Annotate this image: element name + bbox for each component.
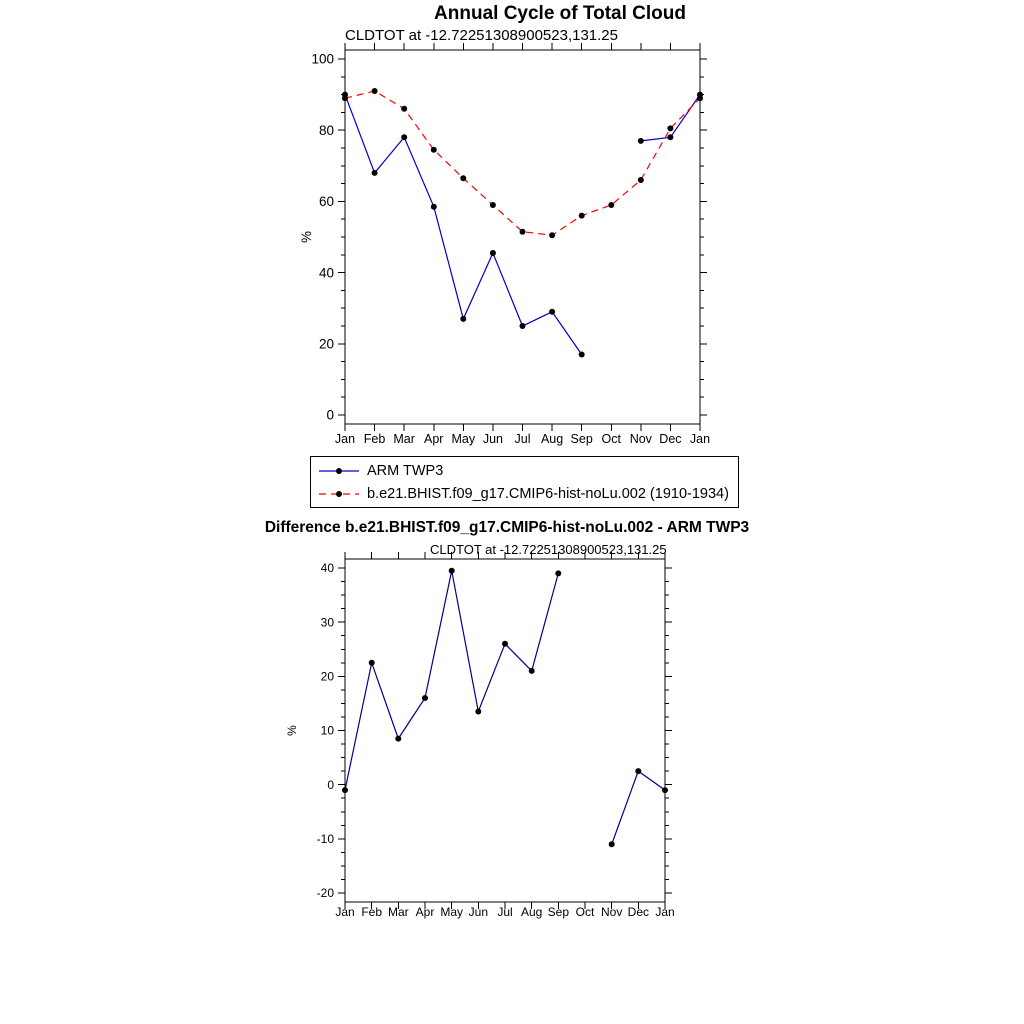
top-chart-title: Annual Cycle of Total Cloud bbox=[434, 3, 686, 24]
svg-text:10: 10 bbox=[320, 723, 334, 738]
legend-line-sample-arm bbox=[317, 463, 361, 479]
svg-text:Mar: Mar bbox=[387, 905, 409, 919]
svg-text:-20: -20 bbox=[316, 886, 334, 901]
legend-line-sample-model bbox=[317, 486, 361, 502]
svg-text:Apr: Apr bbox=[424, 432, 444, 446]
bottom-chart-axes bbox=[338, 552, 672, 909]
svg-text:Jun: Jun bbox=[468, 905, 489, 919]
svg-text:Sep: Sep bbox=[547, 905, 570, 919]
svg-text:Aug: Aug bbox=[540, 432, 564, 446]
svg-text:Dec: Dec bbox=[659, 432, 682, 446]
bottom-chart-title: Difference b.e21.BHIST.f09_g17.CMIP6-hist-noLu.002 - ARM TWP3 bbox=[264, 519, 750, 536]
svg-text:Jul: Jul bbox=[497, 905, 513, 919]
svg-text:Mar: Mar bbox=[393, 432, 415, 446]
svg-text:May: May bbox=[451, 432, 476, 446]
top-chart-ylabel: % bbox=[299, 230, 314, 244]
svg-text:Aug: Aug bbox=[520, 905, 543, 919]
svg-text:40: 40 bbox=[318, 265, 334, 281]
svg-text:60: 60 bbox=[318, 194, 334, 210]
svg-text:Jun: Jun bbox=[482, 432, 503, 446]
top-chart-series-0 bbox=[342, 92, 703, 358]
bottom-chart-ylabel: % bbox=[285, 725, 299, 736]
bottom-chart bbox=[285, 552, 675, 919]
svg-text:20: 20 bbox=[318, 336, 334, 352]
svg-text:Apr: Apr bbox=[415, 905, 435, 919]
svg-text:0: 0 bbox=[326, 407, 334, 423]
svg-text:Dec: Dec bbox=[627, 905, 650, 919]
svg-text:Nov: Nov bbox=[629, 432, 652, 446]
top-chart bbox=[299, 43, 710, 446]
legend bbox=[310, 456, 739, 508]
legend-item-arm-twp3 bbox=[317, 459, 732, 482]
top-chart-axes bbox=[338, 43, 707, 431]
svg-text:-10: -10 bbox=[316, 832, 334, 847]
legend-item-model bbox=[317, 482, 732, 505]
svg-text:30: 30 bbox=[320, 615, 334, 630]
bottom-chart-tick-labels bbox=[285, 561, 675, 919]
svg-text:Jan: Jan bbox=[689, 432, 711, 446]
svg-text:Oct: Oct bbox=[575, 905, 595, 919]
svg-text:Sep: Sep bbox=[570, 432, 593, 446]
legend-label-model: b.e21.BHIST.f09_g17.CMIP6-hist-noLu.002 (1910-1934) bbox=[367, 485, 729, 502]
svg-text:40: 40 bbox=[320, 561, 334, 576]
svg-text:20: 20 bbox=[320, 669, 334, 684]
svg-text:100: 100 bbox=[311, 51, 334, 67]
svg-text:Jan: Jan bbox=[655, 905, 675, 919]
top-chart-subtitle: CLDTOT at -12.72251308900523,131.25 bbox=[345, 27, 618, 44]
svg-text:Jan: Jan bbox=[335, 905, 355, 919]
svg-text:Oct: Oct bbox=[601, 432, 621, 446]
bottom-chart-series-0 bbox=[342, 568, 668, 848]
svg-text:Jan: Jan bbox=[334, 432, 356, 446]
svg-text:0: 0 bbox=[327, 777, 334, 792]
svg-text:Nov: Nov bbox=[600, 905, 623, 919]
svg-text:Feb: Feb bbox=[363, 432, 386, 446]
bottom-chart-subtitle: CLDTOT at -12.72251308900523,131.25 bbox=[430, 542, 667, 557]
svg-text:Feb: Feb bbox=[361, 905, 383, 919]
top-chart-tick-labels bbox=[299, 52, 710, 446]
legend-label-arm: ARM TWP3 bbox=[367, 462, 444, 479]
svg-text:May: May bbox=[440, 905, 464, 919]
svg-text:Jul: Jul bbox=[514, 432, 531, 446]
svg-text:80: 80 bbox=[318, 122, 334, 138]
top-chart-series-1 bbox=[342, 88, 703, 238]
